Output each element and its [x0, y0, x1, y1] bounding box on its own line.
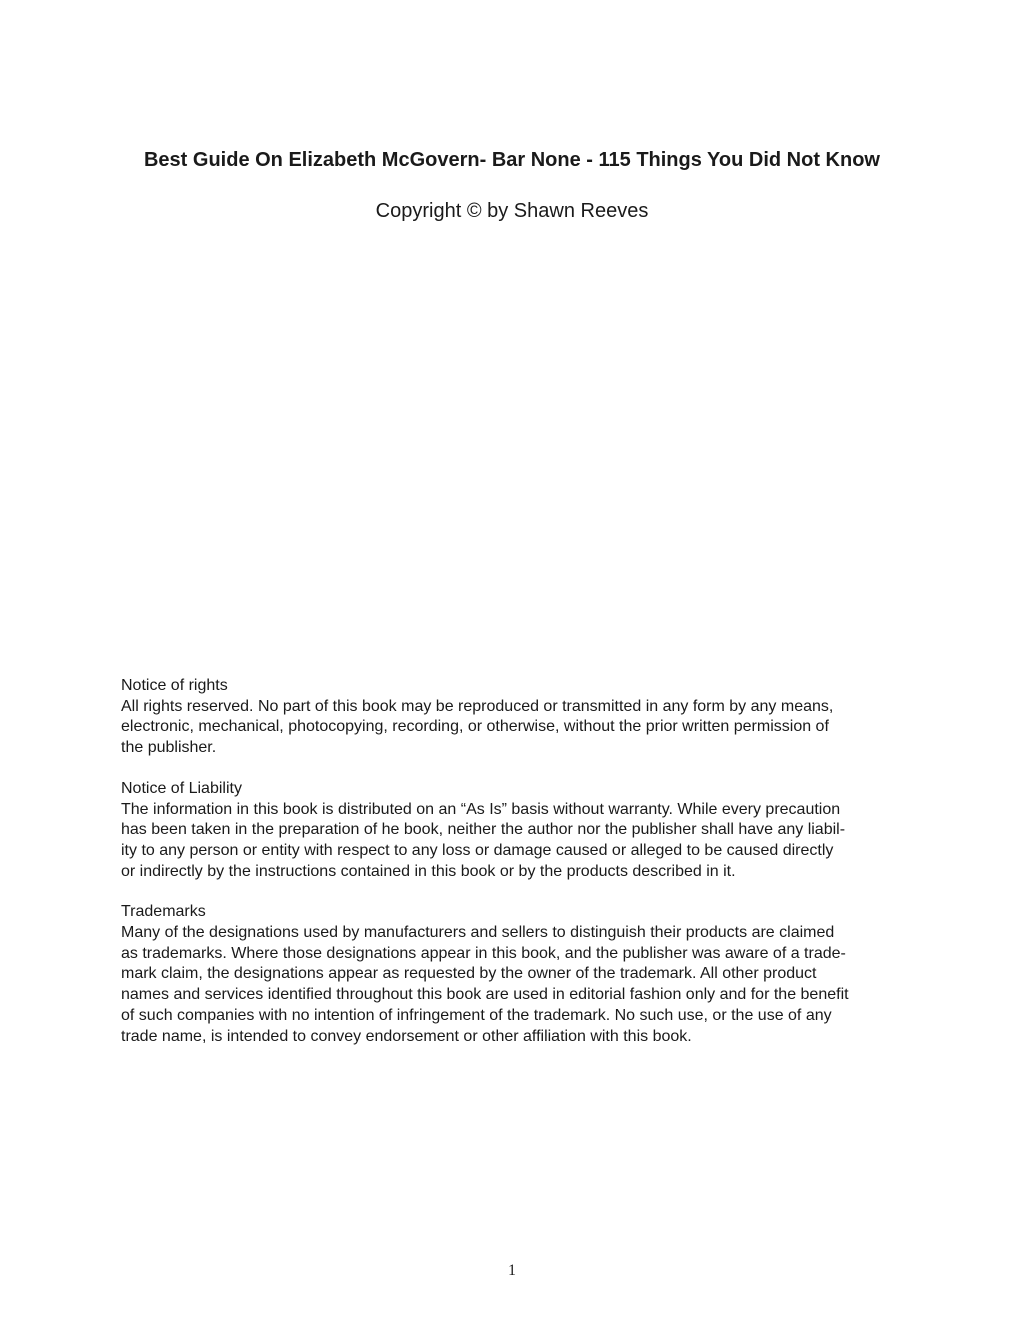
notice-of-liability-section	[121, 779, 907, 883]
body-line: names and services identified throughout this book are used in editorial fashion only and for the benefit	[121, 986, 849, 1004]
body-line: trade name, is intended to convey endorsement or other affiliation with this book.	[121, 1027, 692, 1045]
legal-notices	[121, 676, 907, 1067]
notice-of-rights-body	[121, 697, 907, 759]
body-line: or indirectly by the instructions contained in this book or by the products described in it.	[121, 862, 736, 880]
trademarks-section	[121, 902, 907, 1047]
trademarks-body	[121, 923, 907, 1047]
body-line: the publisher.	[121, 739, 217, 757]
notice-of-rights-heading: Notice of rights	[121, 677, 228, 694]
body-line: mark claim, the designations appear as requested by the owner of the trademark. All other product	[121, 965, 817, 983]
body-line: electronic, mechanical, photocopying, recording, or otherwise, without the prior written permission of	[121, 718, 829, 736]
body-line: Many of the designations used by manufacturers and sellers to distinguish their products are claimed	[121, 924, 835, 942]
body-line: ity to any person or entity with respect to any loss or damage caused or alleged to be caused directly	[121, 841, 834, 859]
book-title: Best Guide On Elizabeth McGovern- Bar None - 115 Things You Did Not Know	[143, 149, 880, 171]
body-line: as trademarks. Where those designations appear in this book, and the publisher was aware of a trade-	[121, 944, 846, 962]
body-line: The information in this book is distributed on an “As Is” basis without warranty. While every precaution	[121, 800, 841, 818]
copyright-line: Copyright © by Shawn Reeves	[375, 200, 649, 222]
notice-of-liability-heading: Notice of Liability	[121, 779, 242, 797]
notice-of-rights-section	[121, 676, 907, 759]
body-line: of such companies with no intention of infringement of the trademark. No such use, or the use of any	[121, 1006, 832, 1024]
page-number: 1	[508, 1262, 516, 1279]
body-line: All rights reserved. No part of this book may be reproduced or transmitted in any form by any means,	[121, 697, 834, 715]
notice-of-liability-body	[121, 800, 907, 883]
trademarks-heading: Trademarks	[121, 903, 206, 921]
body-line: has been taken in the preparation of he book, neither the author nor the publisher shall have any liabil-	[121, 821, 846, 839]
